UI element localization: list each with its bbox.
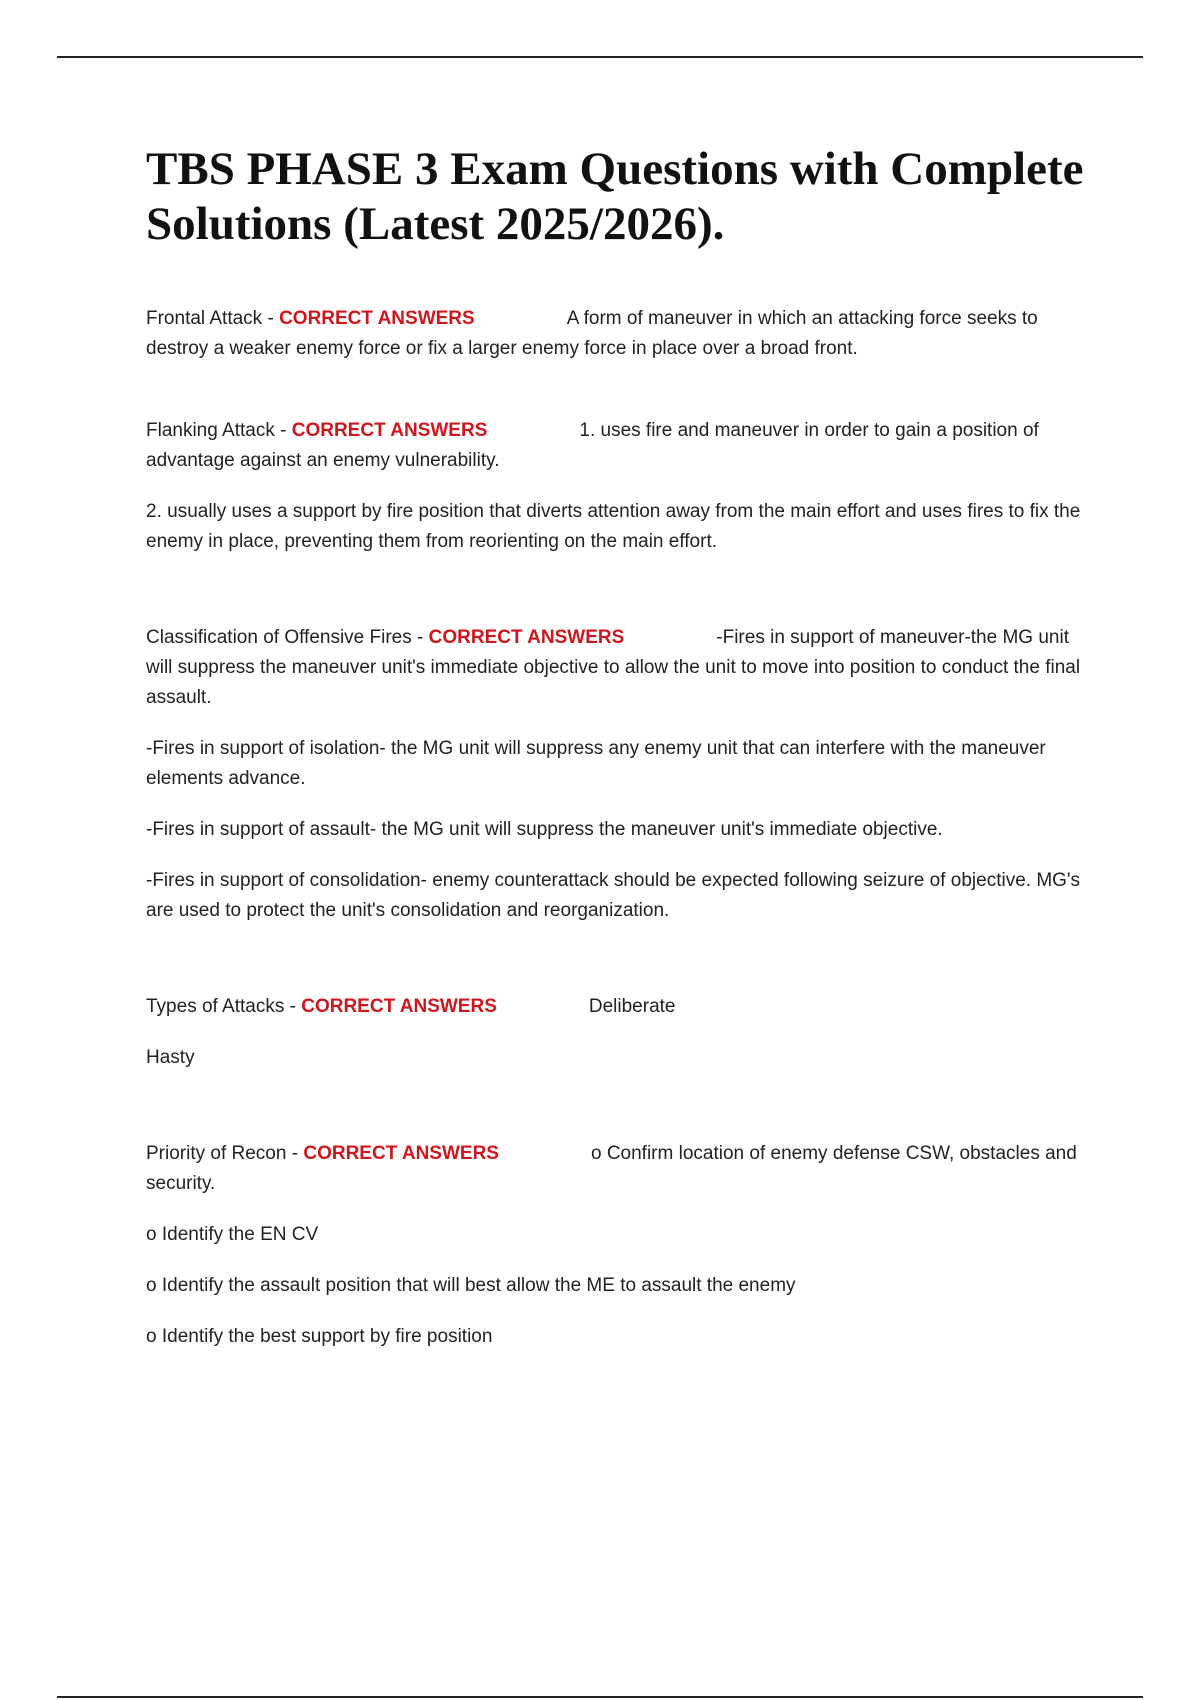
document-title: TBS PHASE 3 Exam Questions with Complete Solutions (Latest 2025/2026). [146, 143, 1084, 250]
qa-term-line [146, 1139, 1086, 1199]
qa-term: Classification of Offensive Fires [146, 627, 412, 648]
qa-term: Priority of Recon [146, 1143, 287, 1164]
correct-answers-label: CORRECT ANSWERS [303, 1143, 499, 1164]
qa-separator: - [262, 308, 280, 329]
qa-item-types-of-attacks [146, 992, 1086, 1073]
correct-answers-label: CORRECT ANSWERS [279, 308, 475, 329]
qa-term: Flanking Attack [146, 420, 275, 441]
qa-answer-text: o Confirm location of enemy defense CSW, obstacles and security. [146, 1143, 1077, 1194]
qa-item-offensive-fires [146, 623, 1086, 926]
qa-answer-paragraph: 2. usually uses a support by fire position that diverts attention away from the main effort and uses fires to fix the enemy in place, preventing them from reorienting on the main effort. [146, 501, 1081, 552]
qa-answer-paragraph: -Fires in support of assault- the MG unit will suppress the maneuver unit's immediate objective. [146, 819, 943, 840]
correct-answers-label: CORRECT ANSWERS [291, 420, 488, 441]
qa-separator: - [284, 996, 302, 1017]
qa-item-frontal-attack [146, 304, 1086, 364]
qa-answer-text: Deliberate [588, 996, 676, 1017]
qa-term: Frontal Attack [146, 308, 263, 329]
qa-term: Types of Attacks [146, 996, 285, 1017]
correct-answers-label: CORRECT ANSWERS [428, 627, 625, 648]
qa-answer-paragraph: Hasty [146, 1047, 195, 1068]
qa-answer-text: -Fires in support of maneuver-the MG unit will suppress the maneuver unit's immediate objective to allow the unit to move into position to conduct the final assault. [146, 627, 1081, 708]
qa-term-line [146, 416, 1086, 476]
qa-answer-text: 1. uses fire and maneuver in order to gain a position of advantage against an enemy vulnerability. [146, 420, 1039, 471]
qa-separator: - [286, 1143, 304, 1164]
qa-item-flanking-attack [146, 416, 1086, 557]
qa-answer-paragraph: o Identify the EN CV [146, 1224, 319, 1245]
qa-separator: - [411, 627, 429, 648]
correct-answers-label: CORRECT ANSWERS [301, 996, 497, 1017]
qa-answer-paragraph: o Identify the best support by fire position [146, 1326, 493, 1347]
qa-item-priority-of-recon [146, 1139, 1086, 1352]
qa-term-line [146, 992, 1086, 1022]
qa-answer-text: A form of maneuver in which an attacking force seeks to destroy a weaker enemy force or fix a larger enemy force in place over a broad front. [146, 308, 1038, 359]
qa-answer-paragraph: -Fires in support of consolidation- enemy counterattack should be expected following seizure of objective. MG's are used to protect the unit's consolidation and reorganization. [146, 870, 1081, 921]
qa-answer-paragraph: -Fires in support of isolation- the MG unit will suppress any enemy unit that can interfere with the maneuver elements advance. [146, 738, 1046, 789]
qa-term-line [146, 304, 1086, 364]
qa-separator: - [274, 420, 292, 441]
qa-answer-paragraph: o Identify the assault position that will best allow the ME to assault the enemy [146, 1275, 796, 1296]
top-divider [57, 56, 1143, 58]
qa-term-line [146, 623, 1086, 713]
document-body [146, 142, 1086, 1373]
bottom-divider [57, 1696, 1143, 1698]
